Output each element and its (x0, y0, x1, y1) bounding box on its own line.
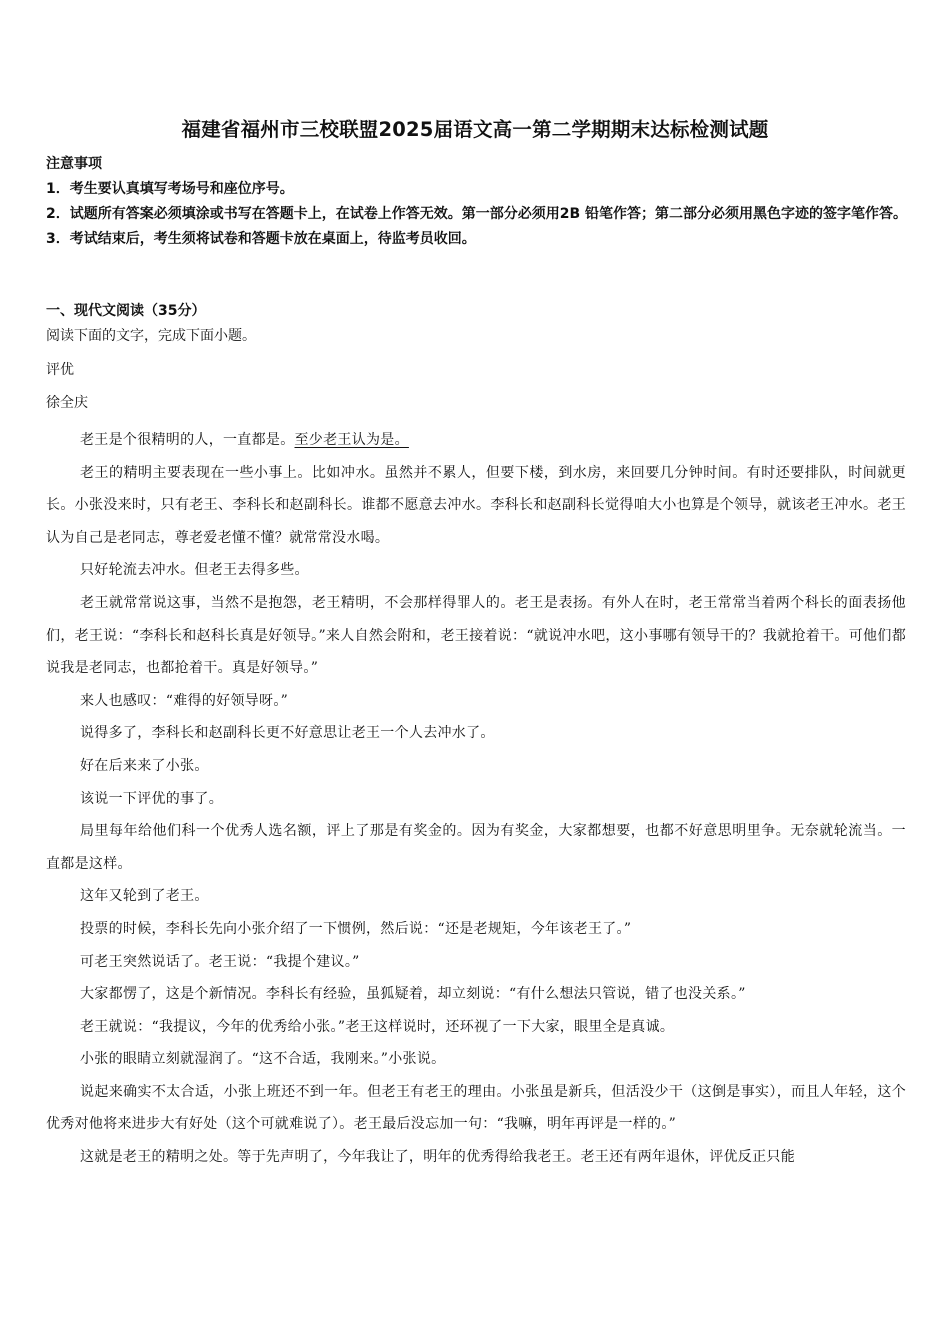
story-paragraph: 投票的时候，李科长先向小张介绍了一下惯例，然后说：“还是老规矩，今年该老王了。” (80, 920, 632, 937)
story-paragraph: 大家都愣了，这是个新情况。李科长有经验，虽狐疑着，却立刻说：“有什么想法只管说，错了也没关系。” (80, 986, 746, 1003)
story-author: 徐全庆 (46, 395, 88, 411)
story-title: 评优 (46, 362, 74, 378)
story-paragraph: 这年又轮到了老王。 (80, 888, 209, 905)
note-item: 1．考生要认真填写考场号和座位序号。 (46, 181, 294, 197)
story-paragraph: 来人也感叹：“难得的好领导呀。” (80, 692, 289, 709)
story-paragraph: 局里每年给他们科一个优秀人选名额，评上了那是有奖金的。因为有奖金，大家都想要，也都不好意思明里争。无奈就轮流当。一直都是这样。 (46, 823, 906, 872)
notes-heading: 注意事项 (46, 156, 102, 172)
story-paragraph: 说得多了，李科长和赵副科长更不好意思让老王一个人去冲水了。 (80, 725, 495, 742)
story-body (46, 424, 906, 1174)
story-paragraph: 老王的精明主要表现在一些小事上。比如冲水。虽然并不累人，但要下楼，到水房，来回要几分钟时间。有时还要排队，时间就更长。小张没来时，只有老王、李科长和赵副科长。谁都不愿意去冲水。李科长和赵副科长觉得咱大小也算是个领导，就该老王冲水。老王认为自己是老同志，尊老爱老懂不懂？就常常没水喝。 (46, 464, 906, 546)
story-paragraph: 好在后来来了小张。 (80, 757, 209, 774)
underlined-sentence: 至少老王认为是。 (294, 432, 409, 448)
notes-block (46, 152, 908, 252)
story-paragraph: 老王就常常说这事，当然不是抱怨，老王精明，不会那样得罪人的。老王是表扬。有外人在时，老王常常当着两个科长的面表扬他们，老王说：“李科长和赵科长真是好领导。”来人自然会附和，老王接着说：“就说冲水吧，这小事哪有领导干的？我就抢着干。可他们都说我是老同志，也都抢着干。真是好领导。” (46, 594, 906, 677)
story-paragraph: 老王就说：“我提议，今年的优秀给小张。”老王这样说时，还环视了一下大家，眼里全是真诚。 (80, 1018, 675, 1035)
section-heading: 一、现代文阅读（35分） (46, 303, 206, 319)
story-paragraph: 小张的眼睛立刻就湿润了。“这不合适，我刚来。”小张说。 (80, 1051, 446, 1068)
section-intro: 阅读下面的文字，完成下面小题。 (46, 328, 256, 344)
story-paragraph (46, 424, 906, 457)
story-paragraph: 该说一下评优的事了。 (80, 790, 223, 807)
paragraph-text: 老王是个很精明的人，一直都是。 (80, 432, 295, 448)
page-title: 福建省福州市三校联盟2025届语文高一第二学期期末达标检测试题 (181, 118, 769, 141)
story-paragraph: 只好轮流去冲水。但老王去得多些。 (80, 562, 309, 579)
story-paragraph: 说起来确实不太合适，小张上班还不到一年。但老王有老王的理由。小张虽是新兵，但活没少干（这倒是事实），而且人年轻，这个优秀对他将来进步大有好处（这个可就难说了）。老王最后没忘加一句：“我嘛，明年再评是一样的。” (46, 1083, 906, 1133)
story-paragraph: 可老王突然说话了。老王说：“我提个建议。” (80, 953, 360, 970)
note-item: 3．考试结束后，考生须将试卷和答题卡放在桌面上，待监考员收回。 (46, 231, 476, 247)
note-item: 2．试题所有答案必须填涂或书写在答题卡上，在试卷上作答无效。第一部分必须用2B 铅笔作答；第二部分必须用黑色字迹的签字笔作答。 (46, 206, 908, 222)
story-paragraph: 这就是老王的精明之处。等于先声明了，今年我让了，明年的优秀得给我老王。老王还有两年退休，评优反正只能 (80, 1149, 795, 1166)
